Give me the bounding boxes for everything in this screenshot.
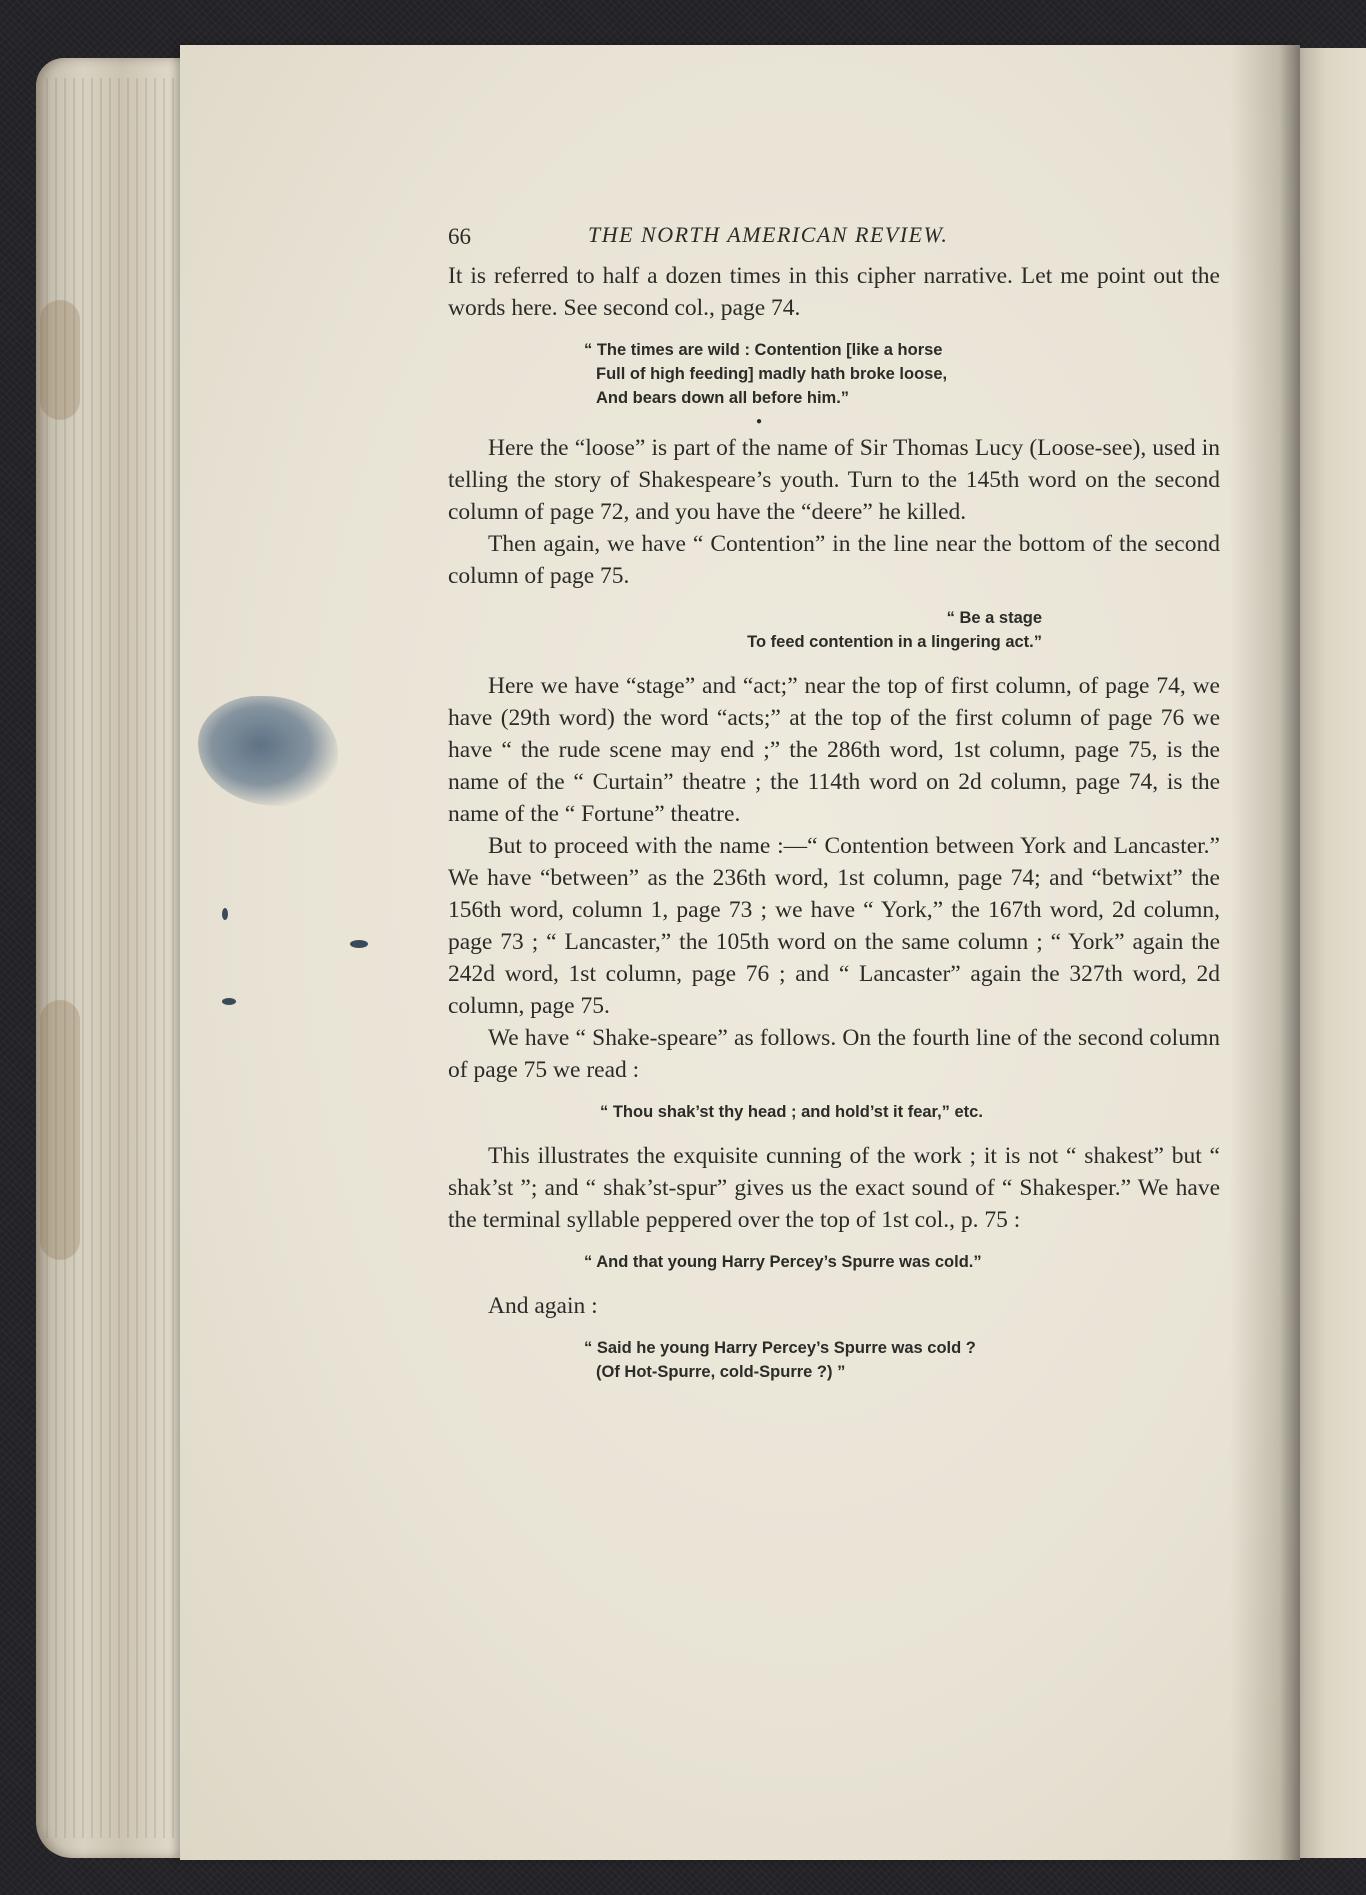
ink-speck [350,940,368,948]
paragraph-4: Here we have “stage” and “act;” near the top of first column, of page 74, we have (29th word) the word “acts;” at the top of the first column of page 76 we have “ the rude scene may end ;” the 286th word, 1st column, page 75, is the name of the “ Curtain” theatre ; the 114th word on 2d column, page 74, is the name of the “ Fortune” theatre. [448,673,1220,827]
paragraph-6: We have “ Shake-speare” as follows. On the fourth line of the second column of page 75 we read : [448,1025,1220,1083]
paragraph-2: Here the “loose” is part of the name of Sir Thomas Lucy (Loose-see), used in telling the story of Shakespeare’s youth. Turn to the 145th word on the second column of page 72, and you have the “deere” he killed. [448,435,1220,525]
ink-speck [222,998,236,1005]
ink-speck [222,908,228,920]
quote-line: “ Be a stage [946,609,1042,627]
paragraph-8: And again : [488,1293,598,1319]
quote-line: And bears down all before him.” [596,389,850,407]
ornament-dot: ● [755,416,763,427]
quote-line: To feed contention in a lingering act.” [747,633,1042,651]
edge-stain [40,300,80,420]
quote-line: Full of high feeding] madly hath broke loose, [596,365,948,383]
quote-block-2 [448,606,1220,654]
page-number: 66 [448,224,471,249]
quote-line: (Of Hot-Spurre, cold-Spurre ?) ” [596,1363,846,1381]
page-text [448,220,1220,1400]
quote-line: “ Thou shak’st thy head ; and hold’st it fear,” etc. [600,1103,983,1121]
quote-block-5 [448,1336,1220,1384]
quote-line: “ The times are wild : Contention [like a horse [584,341,943,359]
edge-stain [40,1000,80,1260]
journal-title: THE NORTH AMERICAN REVIEW. [588,222,949,247]
quote-block-1 [448,338,1220,410]
quote-line: “ Said he young Harry Percey’s Spurre was cold ? [584,1339,976,1357]
next-page-edge [1295,48,1366,1858]
quote-block-3 [448,1100,1220,1124]
paragraph-3: Then again, we have “ Contention” in the line near the bottom of the second column of page 75. [448,531,1220,589]
paragraph-7: This illustrates the exquisite cunning of the work ; it is not “ shakest” but “ shak’st ”; and “ shak’st-spur” gives us the exact sound of “ Shakesper.” We have the terminal syllable peppered over the top of 1st col., p. 75 : [448,1143,1220,1233]
running-head [448,220,1220,260]
page-gutter-shadow [1230,45,1300,1860]
quote-block-4 [448,1250,1220,1274]
paragraph-1: It is referred to half a dozen times in this cipher narrative. Let me point out the words here. See second col., page 74. [448,263,1220,321]
paragraph-5: But to proceed with the name :—“ Contention between York and Lancaster.” We have “between” as the 236th word, 1st column, page 74; and “betwixt” the 156th word, column 1, page 73 ; we have “ York,” the 167th word, 2d column, page 73 ; “ Lancaster,” the 105th word on the same column ; “ York” again the 242d word, 1st column, page 76 ; and “ Lancaster” again the 327th word, 2d column, page 75. [448,833,1220,1019]
quote-line: “ And that young Harry Percey’s Spurre was cold.” [584,1253,982,1271]
